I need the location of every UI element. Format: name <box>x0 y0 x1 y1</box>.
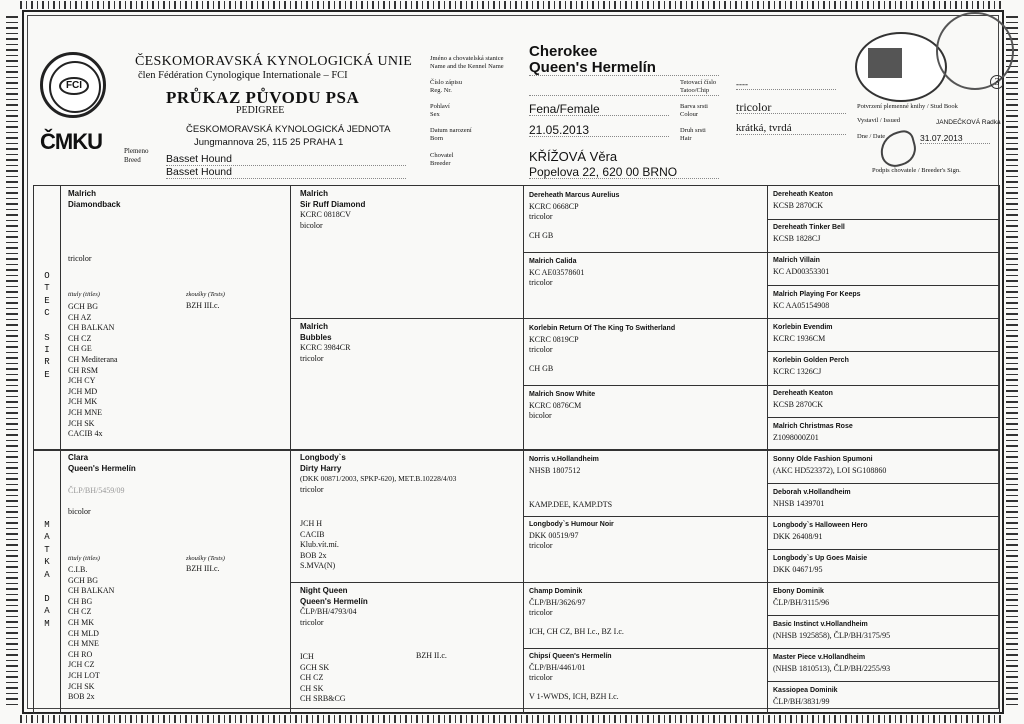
gen3-colour: tricolor <box>529 212 553 222</box>
hair-label-cz: Druh srsti <box>680 127 706 134</box>
union-name: ČESKOMORAVSKÁ KYNOLOGICKÁ UNIE <box>135 54 413 69</box>
gen3-colour: tricolor <box>529 541 553 551</box>
dam-title: JCH CZ <box>68 660 95 670</box>
gen4-cell <box>773 256 829 277</box>
sire-side-label <box>42 270 52 381</box>
gen2-colour: tricolor <box>300 617 324 627</box>
gen3-spacer <box>529 476 612 500</box>
breeder-label-en: Breeder <box>430 160 451 167</box>
dam-titles <box>68 565 114 703</box>
gen4-reg: Z1098000Z01 <box>773 432 819 442</box>
gen4-reg: ČLP/BH/3831/99 <box>773 696 830 706</box>
sire-title: CH RSM <box>68 365 99 375</box>
gen2-title: JCH H <box>300 519 323 528</box>
gen4-reg: ČLP/BH/3115/96 <box>773 597 830 607</box>
dam-title: C.I.B. <box>68 565 88 574</box>
decorative-border-right <box>1006 16 1018 708</box>
row-divider-gen3-2 <box>523 385 1000 386</box>
gen2-title: ICH <box>300 652 314 661</box>
row-divider-gen3-4 <box>523 648 1000 649</box>
gen2-name-line1: Malrich <box>300 189 329 198</box>
gen2-cell-4 <box>300 586 368 628</box>
dam-reg: ČLP/BH/5459/09 <box>68 486 125 496</box>
row-divider-gen4-4 <box>767 417 1000 418</box>
dam-exams-label: zkoušky (Tests) <box>186 555 225 562</box>
sire-colour: tricolor <box>68 254 92 264</box>
gen2-name-line2: Bubbles <box>300 332 332 342</box>
gen3-reg: KCRC 0876CM <box>529 400 582 410</box>
sire-exams-label: zkoušky (Tests) <box>186 291 225 298</box>
breed-value-1: Basset Hound <box>166 154 406 166</box>
gen4-cell <box>773 653 890 674</box>
gen2-title: GCH SK <box>300 662 330 672</box>
sire-title: CH Mediterana <box>68 354 118 364</box>
gen2-title: CACIB <box>300 529 325 539</box>
gen4-reg: KCSB 1828CJ <box>773 233 821 243</box>
gen4-cell <box>773 521 868 542</box>
gen4-reg: (NHSB 1810513), ČLP/BH/2255/93 <box>773 663 891 673</box>
gen4-name: Ebony Dominik <box>773 588 824 595</box>
gen4-name: Dereheath Keaton <box>773 191 833 198</box>
sire-letter: E <box>44 369 50 380</box>
gen4-reg: (AKC HD523372), LOI SG108860 <box>773 465 887 475</box>
row-divider-gen4-6 <box>767 549 1000 550</box>
row-divider-gen3-1 <box>523 252 1000 253</box>
gen3-cell-4 <box>529 390 595 422</box>
gen3-reg: NHSB 1807512 <box>529 465 581 475</box>
gen4-name: Korlebin Golden Perch <box>773 357 849 364</box>
gen3-reg: KC AE03578601 <box>529 267 585 277</box>
gen4-reg: KCSB 2870CK <box>773 200 824 210</box>
cmku-logo: ČMKU <box>40 129 102 154</box>
dam-title: CH MK <box>68 617 95 627</box>
date-label: Dne / Date <box>857 133 886 140</box>
dam-name-line2: Queen's Hermelín <box>68 463 136 473</box>
breeder-label-cz: Chovatel <box>430 152 454 159</box>
dob-label-cz: Datum narození <box>430 127 472 134</box>
gen4-cell <box>773 290 861 311</box>
gen3-cell-3 <box>529 324 675 374</box>
dam-title: JCH SK <box>68 681 95 691</box>
club-name: ČESKOMORAVSKÁ KYNOLOGICKÁ JEDNOTA <box>186 124 391 135</box>
gen3-cell-1 <box>529 191 619 241</box>
gen2-name-line1: Night Queen <box>300 586 348 595</box>
sire-spacer <box>68 210 120 254</box>
reg-label-cz: Číslo zápisu <box>430 79 462 86</box>
gen3-titles: ICH, CH CZ, BH I.c., BZ I.c. <box>529 626 624 636</box>
hair-value: krátká, tvrdá <box>736 123 846 135</box>
gen4-cell <box>773 323 833 344</box>
sire-title: JCH SK <box>68 418 95 428</box>
sire-title: CH GE <box>68 344 92 354</box>
stud-book-label: Potvrzení plemenné knihy / Stud Book <box>857 103 958 110</box>
gen4-cell <box>773 190 833 211</box>
gen3-reg: KCRC 0819CP <box>529 334 579 344</box>
tattoo-label-cz: Tetovací číslo <box>680 79 717 86</box>
sire-letter-gap <box>42 320 52 332</box>
sire-letter: I <box>44 345 50 356</box>
gen4-cell <box>773 223 845 244</box>
gen3-name: Malrich Snow White <box>529 391 596 398</box>
gen4-reg: KCRC 1936CM <box>773 333 826 343</box>
fci-logo <box>40 52 106 118</box>
gen4-name: Malrich Villain <box>773 257 820 264</box>
sire-name-line1: Malrich <box>68 189 97 198</box>
gen4-reg: KCSB 2870CK <box>773 399 824 409</box>
dam-cell <box>68 453 136 517</box>
sire-titles-label: tituly (titles) <box>68 291 100 298</box>
gen2-colour: bicolor <box>300 220 323 230</box>
dam-title: CH MLD <box>68 628 99 638</box>
gen3-titles: CH GB <box>529 230 554 240</box>
gen3-colour: tricolor <box>529 608 553 618</box>
gen2-cell-1 <box>300 189 365 231</box>
decorative-border-left <box>6 16 18 708</box>
dam-title: GCH BG <box>68 575 99 585</box>
sire-title: JCH MD <box>68 386 98 396</box>
dob-label-en: Born <box>430 135 443 142</box>
breed-label-en: Breed <box>124 156 141 164</box>
gen2-colour: tricolor <box>300 484 324 494</box>
dam-spacer-2 <box>68 497 136 507</box>
issue-date: 31.07.2013 <box>920 134 990 144</box>
decorative-border-top <box>20 1 1004 9</box>
gen3-name: Chipsí Queen's Hermelín <box>529 653 612 660</box>
gen3-spacer <box>529 223 619 231</box>
gen4-cell <box>773 488 851 509</box>
gen4-cell <box>773 422 853 443</box>
gen4-cell <box>773 455 886 476</box>
gen3-spacer <box>529 356 675 364</box>
name-label-en: Name and the Kennel Name <box>430 63 504 70</box>
sire-title: JCH MK <box>68 397 98 407</box>
gen2-title: Klub.vít.mí. <box>300 540 339 550</box>
dam-colour: bicolor <box>68 506 91 516</box>
gen2-name-line1: Longbody`s <box>300 453 346 462</box>
gen3-cell-2 <box>529 257 584 289</box>
dog-name-line2: Queen's Hermelín <box>529 60 719 76</box>
gen3-reg: ČLP/BH/4461/01 <box>529 662 586 672</box>
gen2-title: CH SRB&CG <box>300 694 346 704</box>
issued-label: Vystavil / Issued <box>857 117 900 124</box>
sex-value: Fena/Female <box>529 103 669 116</box>
gen3-reg: ČLP/BH/3626/97 <box>529 597 586 607</box>
sire-dam-divider <box>33 449 1000 451</box>
breeder-address: Popelova 22, 620 00 BRNO <box>529 166 719 179</box>
sire-letter: R <box>44 357 50 368</box>
gen4-name: Longbody`s Halloween Hero <box>773 522 868 529</box>
decorative-border-bottom <box>20 715 1004 723</box>
gen2-titles-3 <box>300 519 339 572</box>
row-divider-gen3-3 <box>523 516 1000 517</box>
sire-letter: S <box>44 332 50 343</box>
gen3-cell-5 <box>529 455 612 511</box>
row-divider-gen4-5 <box>767 483 1000 484</box>
gen4-name: Deborah v.Hollandheim <box>773 489 851 496</box>
gen3-colour: tricolor <box>529 345 553 355</box>
gen3-reg: KCRC 0668CP <box>529 201 579 211</box>
dam-title: BOB 2x <box>68 692 95 702</box>
gen2-title: CH CZ <box>300 673 324 683</box>
gen2-cell-2 <box>300 322 350 364</box>
club-address: Jungmannova 25, 115 25 PRAHA 1 <box>194 137 344 148</box>
gen4-reg: (NHSB 1925858), ČLP/BH/3175/95 <box>773 630 891 640</box>
dam-title: CH BALKAN <box>68 586 115 596</box>
gen4-cell <box>773 554 867 575</box>
gen4-name: Longbody`s Up Goes Maisie <box>773 555 868 562</box>
sex-label-en: Sex <box>430 111 440 118</box>
dam-title: CH RO <box>68 649 93 659</box>
gen4-name: Kassiopea Dominik <box>773 687 838 694</box>
name-label-cz: Jméno a chovatelská stanice <box>430 55 504 62</box>
dam-title: JCH LOT <box>68 670 100 680</box>
sire-title: CH BALKAN <box>68 323 115 333</box>
gen3-colour: bicolor <box>529 411 552 421</box>
breeder-sign-label: Podpis chovatele / Breeder's Sign. <box>872 167 961 174</box>
gen3-name: Champ Dominik <box>529 588 583 595</box>
gen2-name-line2: Dirty Harry <box>300 463 342 473</box>
row-divider-gen4-8 <box>767 681 1000 682</box>
gen2-titles-4 <box>300 652 346 705</box>
gen4-reg: KCRC 1326CJ <box>773 366 822 376</box>
sire-title: CACIB 4x <box>68 429 103 439</box>
dam-letter: K <box>44 557 50 568</box>
stamp-emblem <box>868 48 902 78</box>
colour-value: tricolor <box>736 101 846 114</box>
dam-side-label <box>42 519 52 630</box>
gen4-cell <box>773 620 890 641</box>
breed-value-2: Basset Hound <box>166 167 406 179</box>
gen4-name: Korlebin Evendim <box>773 324 833 331</box>
gen4-cell <box>773 356 849 377</box>
tattoo-value: ---- <box>736 80 836 90</box>
dam-title: CH MNE <box>68 639 99 649</box>
gen4-reg: KC AA05154908 <box>773 300 830 310</box>
gen3-spacer <box>529 619 624 627</box>
sire-cell <box>68 189 120 265</box>
dam-name-line1: Clara <box>68 453 89 462</box>
gen2-reg: (DKK 00871/2003, SPKP-620), MET.B.10228/4/03 <box>300 474 457 484</box>
gen2-reg: KCRC 0818CV <box>300 210 351 220</box>
sire-title: JCH MNE <box>68 407 103 417</box>
gen2-exam-4: BZH II.c. <box>416 651 447 660</box>
gen3-colour: tricolor <box>529 673 553 683</box>
dog-name-line1: Cherokee <box>529 43 598 60</box>
dob-value: 21.05.2013 <box>529 124 669 137</box>
sire-letter: T <box>44 283 50 294</box>
dam-letter: D <box>44 594 50 605</box>
gen2-title: BOB 2x <box>300 550 327 560</box>
gen4-reg: DKK 04671/95 <box>773 564 823 574</box>
breeder-name: KŘÍŽOVÁ Věra <box>529 149 618 164</box>
gen3-name: Malrich Calida <box>529 258 577 265</box>
colour-label-cz: Barva srsti <box>680 103 708 110</box>
dam-letter-gap <box>42 581 52 593</box>
row-divider-gen4-1 <box>767 219 1000 220</box>
sire-title: GCH BG <box>68 302 99 311</box>
seal-number: 3 <box>990 75 1004 89</box>
sire-letter: O <box>44 271 50 281</box>
dam-spacer <box>68 474 136 486</box>
gen4-reg: KC AD00353301 <box>773 266 830 276</box>
dam-letter: A <box>44 532 50 543</box>
gen3-titles: CH GB <box>529 363 554 373</box>
gen4-name: Dereheath Tinker Bell <box>773 224 845 231</box>
sire-titles <box>68 302 118 440</box>
row-divider-gen4-2 <box>767 285 1000 286</box>
row-divider-gen2-2 <box>290 582 1000 583</box>
gen4-reg: DKK 26408/91 <box>773 531 823 541</box>
gen3-reg: DKK 00519/97 <box>529 530 579 540</box>
gen3-name: Dereheath Marcus Aurelius <box>529 192 620 199</box>
gen4-reg: NHSB 1439701 <box>773 498 825 508</box>
gen4-name: Malrich Playing For Keeps <box>773 291 861 298</box>
gen2-colour: tricolor <box>300 353 324 363</box>
sire-title: JCH CY <box>68 376 96 386</box>
gen4-name: Sonny Olde Fashion Spumoni <box>773 456 873 463</box>
gen2-name-line2: Queen's Hermelín <box>300 596 368 606</box>
sex-label-cz: Pohlaví <box>430 103 450 110</box>
gen3-name: Korlebin Return Of The King To Switherland <box>529 325 676 332</box>
gen4-name: Malrich Christmas Rose <box>773 423 853 430</box>
gen2-reg: ČLP/BH/4793/04 <box>300 607 357 617</box>
dam-title: CH BG <box>68 596 93 606</box>
gen2-title: S.MVA(N) <box>300 561 336 571</box>
hair-label-en: Hair <box>680 135 692 142</box>
gen3-titles: V 1-WWDS, ICH, BZH I.c. <box>529 691 619 701</box>
doc-subtitle: PEDIGREE <box>236 105 285 116</box>
dam-exam: BZH III.c. <box>186 564 220 573</box>
gen2-reg: KCRC 3984CR <box>300 343 351 353</box>
reg-label-en: Reg. Nr. <box>430 87 452 94</box>
gen2-name-line1: Malrich <box>300 322 329 331</box>
gen4-name: Dereheath Keaton <box>773 390 833 397</box>
gen2-title: CH SK <box>300 683 324 693</box>
gen3-cell-7 <box>529 587 624 637</box>
fci-logo-text: FCI <box>59 77 89 95</box>
sire-letter: C <box>44 308 50 319</box>
gen3-spacer <box>529 684 619 692</box>
sire-name-line2: Diamondback <box>68 199 121 209</box>
row-divider-gen4-7 <box>767 615 1000 616</box>
row-divider-gen2-1 <box>290 318 1000 319</box>
dam-titles-label: tituly (titles) <box>68 555 100 562</box>
gen4-cell <box>773 587 829 608</box>
dam-letter: M <box>44 520 50 530</box>
gen3-cell-6 <box>529 520 614 552</box>
dam-title: CH CZ <box>68 607 92 617</box>
tattoo-label-en: Tatoo/Chip <box>680 87 710 94</box>
breed-label-cz: Plemeno <box>124 147 149 155</box>
dam-letter: M <box>44 618 50 629</box>
colour-label-en: Colour <box>680 111 699 118</box>
gen3-name: Longbody`s Humour Noir <box>529 521 614 528</box>
gen4-name: Master Piece v.Hollandheim <box>773 654 866 661</box>
gen3-titles: KAMP.DEE, KAMP.DTS <box>529 500 613 510</box>
sire-title: CH CZ <box>68 333 92 343</box>
gen3-cell-8 <box>529 652 619 702</box>
dam-letter: T <box>44 544 50 555</box>
gen3-colour: tricolor <box>529 278 553 288</box>
doc-title: PRŮKAZ PŮVODU PSA <box>166 88 360 107</box>
issued-by: JANDEČKOVÁ Radka <box>936 119 1001 126</box>
gen2-name-line2: Sir Ruff Diamond <box>300 199 366 209</box>
sire-title: CH AZ <box>68 312 92 322</box>
sire-letter: E <box>44 295 50 306</box>
gen4-cell <box>773 389 833 410</box>
gen2-cell-3 <box>300 453 456 495</box>
dam-letter: A <box>44 569 50 580</box>
gen4-name: Basic Instinct v.Hollandheim <box>773 621 868 628</box>
row-divider-gen4-3 <box>767 351 1000 352</box>
union-member: člen Fédération Cynologique Internationale – FCI <box>138 70 348 81</box>
dam-letter: A <box>44 606 50 617</box>
gen4-cell <box>773 686 838 707</box>
sire-exam: BZH III.c. <box>186 301 220 310</box>
gen3-name: Norris v.Hollandheim <box>529 456 599 463</box>
